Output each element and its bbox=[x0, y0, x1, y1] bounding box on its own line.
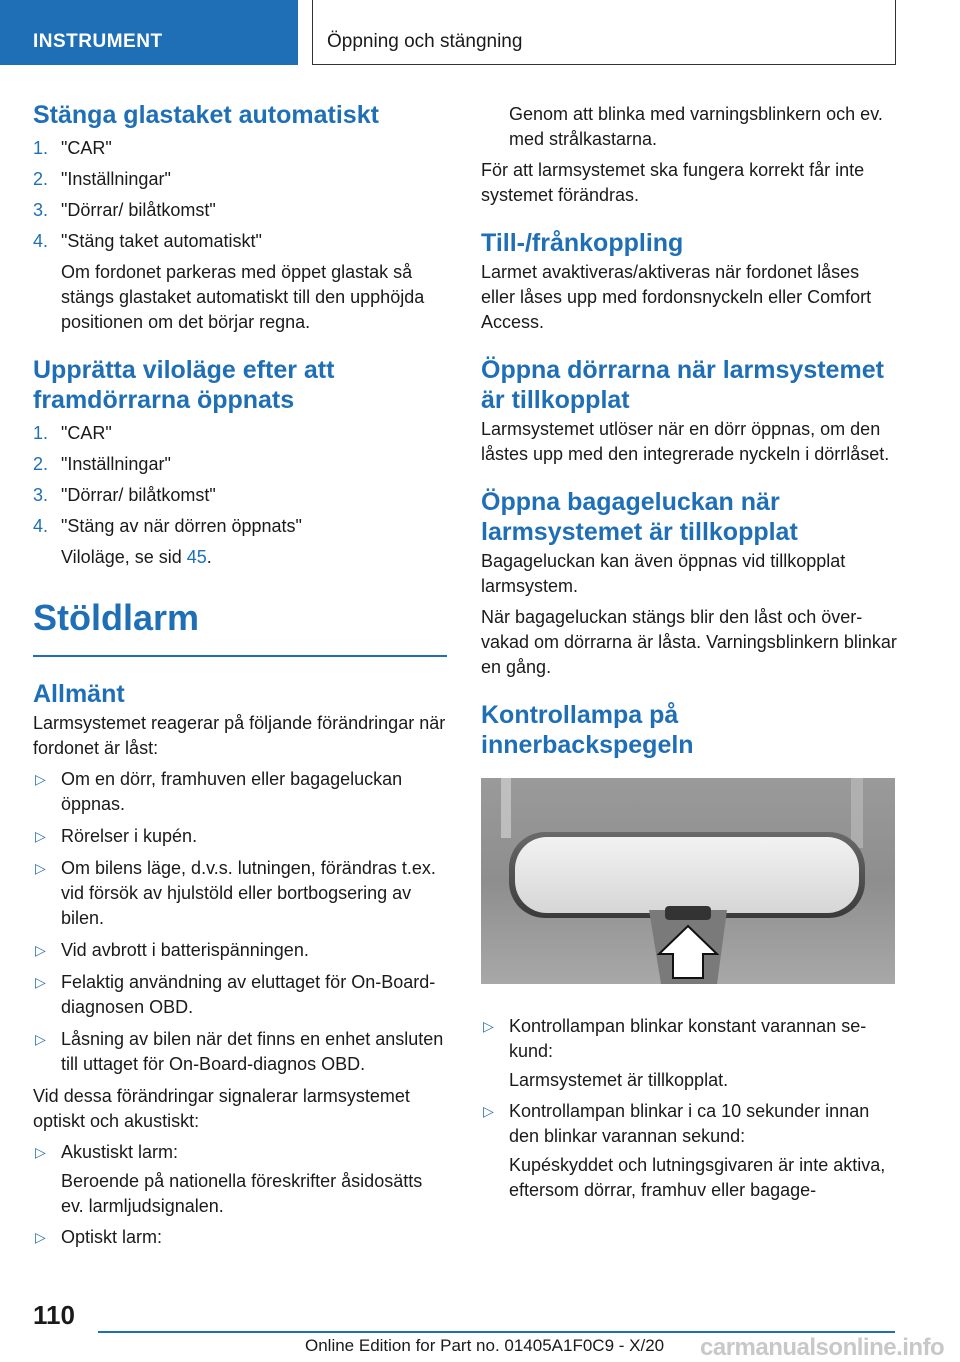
triangle-bullet-icon: ▷ bbox=[35, 860, 46, 876]
paragraph: Larmsystemet utlöser när en dörr öppnas, om den låstes upp med den integrerade nyckeln i dörrlåset. bbox=[481, 419, 890, 464]
list-item: ▷ Felaktig användning av eluttaget för On-Board-diagnosen OBD. bbox=[33, 970, 447, 1020]
list-item: 3. "Dörrar/ bilåtkomst" bbox=[33, 483, 447, 508]
bullet-note: Larmsystemet är tillkopplat. bbox=[509, 1070, 729, 1090]
paragraph: Larmsystemet reagerar på följande förändringar när fordonet är låst: bbox=[33, 713, 446, 758]
step-number: 2. bbox=[33, 454, 49, 474]
triangle-bullet-icon: ▷ bbox=[35, 771, 46, 787]
right-column bbox=[481, 102, 897, 1209]
list-item: 1. "CAR" bbox=[33, 136, 447, 161]
bullet-note: Kupéskyddet och lutningsgivaren är inte aktiva, eftersom dörrar, framhuv eller bagage- bbox=[509, 1155, 886, 1200]
heading-theft-alarm: Stöldlarm bbox=[33, 597, 200, 638]
list-item: 2. "Inställningar" bbox=[33, 167, 447, 192]
steps-glass-roof bbox=[33, 136, 447, 335]
list-item: ▷ Kontrollampan blinkar i ca 10 sekunder innan den blinkar varannan sekund: bbox=[481, 1099, 897, 1149]
page-reference-link[interactable]: 45 bbox=[186, 547, 207, 567]
heading-indicator-lamp: Kontrollampa på innerbackspegeln bbox=[481, 701, 694, 759]
list-item: ▷ Om en dörr, framhuven eller bagageluckan öppnas. bbox=[33, 767, 447, 817]
triangle-bullet-icon: ▷ bbox=[483, 1018, 494, 1034]
bullet-note: Beroende på nationella föreskrifter åsidosätts ev. larmljudsignalen. bbox=[61, 1171, 423, 1216]
list-item: 4. "Stäng taket automatiskt" bbox=[33, 229, 447, 254]
list-item: ▷ Optiskt larm: bbox=[33, 1225, 447, 1250]
list-item: 1. "CAR" bbox=[33, 421, 447, 446]
left-column bbox=[33, 100, 447, 1257]
list-item: ▷ Rörelser i kupén. bbox=[33, 824, 447, 849]
list-item: ▷ Om bilens läge, d.v.s. lutningen, förändras t.ex. vid försök av hjulstöld eller bortbogsering av bilen. bbox=[33, 856, 447, 931]
step-note: Viloläge, se sid 45. bbox=[61, 547, 212, 567]
triangle-bullet-icon: ▷ bbox=[35, 974, 46, 990]
heading-on-off: Till-/frånkoppling bbox=[481, 229, 684, 257]
page-number: 110 bbox=[33, 1300, 75, 1330]
paragraph: Bagageluckan kan även öppnas vid tillkopplat larmsystem. bbox=[481, 551, 846, 596]
step-number: 4. bbox=[33, 516, 49, 536]
bullet-list-lamp bbox=[481, 1014, 897, 1203]
heading-close-glass-roof: Stänga glastaket automatiskt bbox=[33, 101, 379, 129]
list-item: ▷ Vid avbrott i batterispänningen. bbox=[33, 938, 447, 963]
step-note: Om fordonet parkeras med öppet glastak så stängs glastaket automatiskt till den upphöjda positionen om det börjar regna. bbox=[61, 262, 425, 332]
list-item: ▷ Akustiskt larm: bbox=[33, 1140, 447, 1165]
list-item: 3. "Dörrar/ bilåtkomst" bbox=[33, 198, 447, 223]
heading-general: Allmänt bbox=[33, 680, 125, 708]
step-number: 1. bbox=[33, 423, 49, 443]
step-number: 2. bbox=[33, 169, 49, 189]
section-tab bbox=[0, 0, 298, 65]
paragraph: Larmet avaktiveras/aktiveras när fordonet låses eller låses upp med fordonsnyckeln eller Comfort Access. bbox=[481, 262, 872, 332]
section-divider bbox=[33, 655, 447, 657]
watermark-text: carmanualsonline.info bbox=[700, 1334, 945, 1361]
chapter-header bbox=[312, 0, 896, 65]
step-number: 3. bbox=[33, 200, 49, 220]
paragraph: För att larmsystemet ska fungera korrekt får inte systemet förändras. bbox=[481, 160, 865, 205]
triangle-bullet-icon: ▷ bbox=[35, 828, 46, 844]
chapter-title: Öppning och stängning bbox=[327, 31, 523, 52]
heading-standby-mode: Upprätta viloläge efter att framdörrarna öppnats bbox=[33, 356, 335, 414]
step-number: 3. bbox=[33, 485, 49, 505]
edition-text: Online Edition for Part no. 01405A1F0C9 - X/20 bbox=[305, 1336, 665, 1355]
section-label: INSTRUMENT bbox=[33, 31, 163, 52]
triangle-bullet-icon: ▷ bbox=[483, 1103, 494, 1119]
heading-open-trunk: Öppna bagageluckan när larmsystemet är tillkopplat bbox=[481, 488, 798, 546]
bullet-list-alarms bbox=[33, 1140, 447, 1250]
triangle-bullet-icon: ▷ bbox=[35, 1229, 46, 1245]
triangle-bullet-icon: ▷ bbox=[35, 1031, 46, 1047]
heading-open-doors: Öppna dörrarna när larmsystemet är tillkopplat bbox=[481, 356, 884, 414]
step-number: 1. bbox=[33, 138, 49, 158]
list-item: ▷ Låsning av bilen när det finns en enhet ansluten till uttaget för On-Board-diagnos OBD. bbox=[33, 1027, 447, 1077]
triangle-bullet-icon: ▷ bbox=[35, 942, 46, 958]
list-item: ▷ Kontrollampan blinkar konstant varannan sekund: bbox=[481, 1014, 897, 1064]
paragraph: Vid dessa förändringar signalerar larmsystemet optiskt och akustiskt: bbox=[33, 1086, 410, 1131]
paragraph: När bagageluckan stängs blir den låst och övervakad om dörrarna är låsta. Varningsblinkern blinkar en gång. bbox=[481, 607, 897, 677]
bullet-list-triggers bbox=[33, 767, 447, 1077]
footer-divider bbox=[98, 1331, 895, 1333]
continued-note: Genom att blinka med varningsblinkern och ev. med strålkastarna. bbox=[509, 104, 883, 149]
triangle-bullet-icon: ▷ bbox=[35, 1144, 46, 1160]
list-item: 2. "Inställningar" bbox=[33, 452, 447, 477]
steps-standby bbox=[33, 421, 447, 570]
list-item: 4. "Stäng av när dörren öppnats" bbox=[33, 514, 447, 539]
step-number: 4. bbox=[33, 231, 49, 251]
rearview-mirror-image bbox=[481, 778, 895, 984]
